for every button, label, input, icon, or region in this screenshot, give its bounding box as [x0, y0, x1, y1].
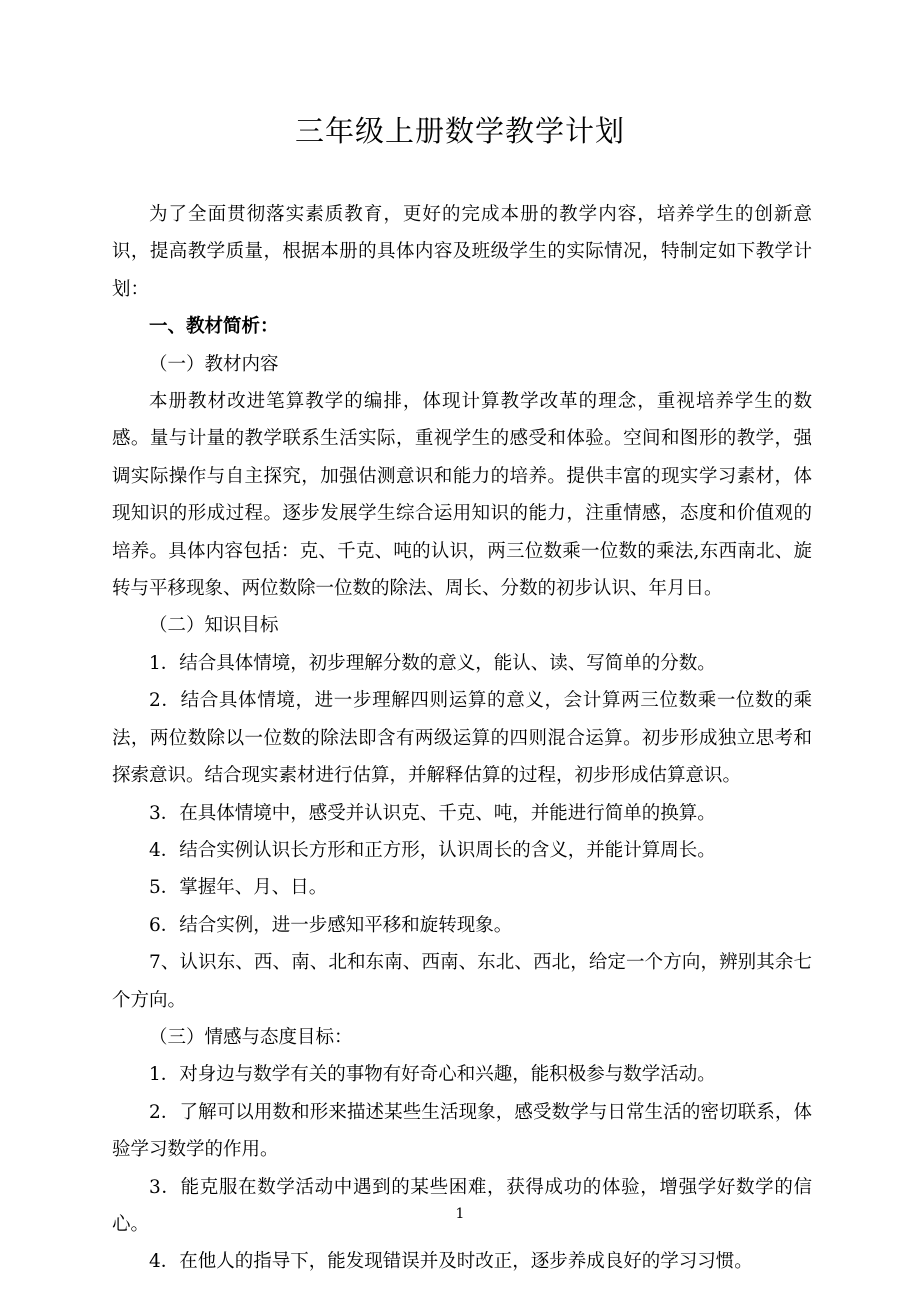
document-title: 三年级上册数学教学计划 — [294, 114, 625, 148]
knowledge-goal-4: 4．结合实例认识长方形和正方形，认识周长的含义，并能计算周长。 — [149, 839, 716, 861]
attitude-goal-3: 3．能克服在数学活动中遇到的某些困难，获得成功的体验，增强学好数学的信心。 — [112, 1176, 812, 1235]
intro-paragraph: 为了全面贯彻落实素质教育，更好的完成本册的教学内容，培养学生的创新意识，提高教学质量，根据本册的具体内容及班级学生的实际情况，特制定如下教学计划： — [112, 204, 812, 300]
textbook-content-paragraph: 本册教材改进笔算教学的编排，体现计算教学改革的理念，重视培养学生的数感。量与计量的教学联系生活实际，重视学生的感受和体验。空间和图形的教学，强调实际操作与自主探究，加强估测意识和能力的培养。提供丰富的现实学习素材，体现知识的形成过程。逐步发展学生综合运用知识的能力，注重情感，态度和价值观的培养。具体内容包括：克、千克、吨的认识，两三位数乘一位数的乘法,东西南北、旋转与平移现象、两位数除一位数的除法、周长、分数的初步认识、年月日。 — [112, 391, 812, 600]
knowledge-goal-5: 5．掌握年、月、日。 — [149, 877, 328, 899]
knowledge-goal-2: 2．结合具体情境，进一步理解四则运算的意义，会计算两三位数乘一位数的乘法，两位数除以一位数的除法即含有两级运算的四则混合运算。初步形成独立思考和探索意识。结合现实素材进行估算，并解释估算的过程，初步形成估算意识。 — [112, 690, 812, 787]
knowledge-goal-3: 3．在具体情境中，感受并认识克、千克、吨，并能进行简单的换算。 — [149, 802, 716, 824]
subsection-heading-attitude-goals: （三）情感与态度目标： — [149, 1026, 353, 1048]
page-number: 1 — [455, 1206, 465, 1222]
knowledge-goal-7: 7、认识东、西、南、北和东南、西南、东北、西北，给定一个方向，辨别其余七个方向。 — [112, 952, 812, 1011]
knowledge-goal-6: 6．结合实例，进一步感知平移和旋转现象。 — [149, 914, 513, 936]
attitude-goal-2: 2．了解可以用数和形来描述某些生活现象，感受数学与日常生活的密切联系，体验学习数学的作用。 — [112, 1101, 812, 1161]
attitude-goal-1: 1．对身边与数学有关的事物有好奇心和兴趣，能积极参与数学活动。 — [149, 1064, 716, 1086]
section-heading-textbook-analysis: 一、教材简析： — [149, 316, 279, 338]
subsection-heading-knowledge-goals: （二）知识目标 — [149, 615, 279, 637]
subsection-heading-content: （一）教材内容 — [149, 353, 279, 375]
document-body — [112, 196, 812, 1281]
attitude-goal-4: 4．在他人的指导下，能发现错误并及时改正，逐步养成良好的学习习惯。 — [149, 1251, 753, 1273]
knowledge-goal-1: 1．结合具体情境，初步理解分数的意义，能认、读、写简单的分数。 — [149, 652, 716, 674]
